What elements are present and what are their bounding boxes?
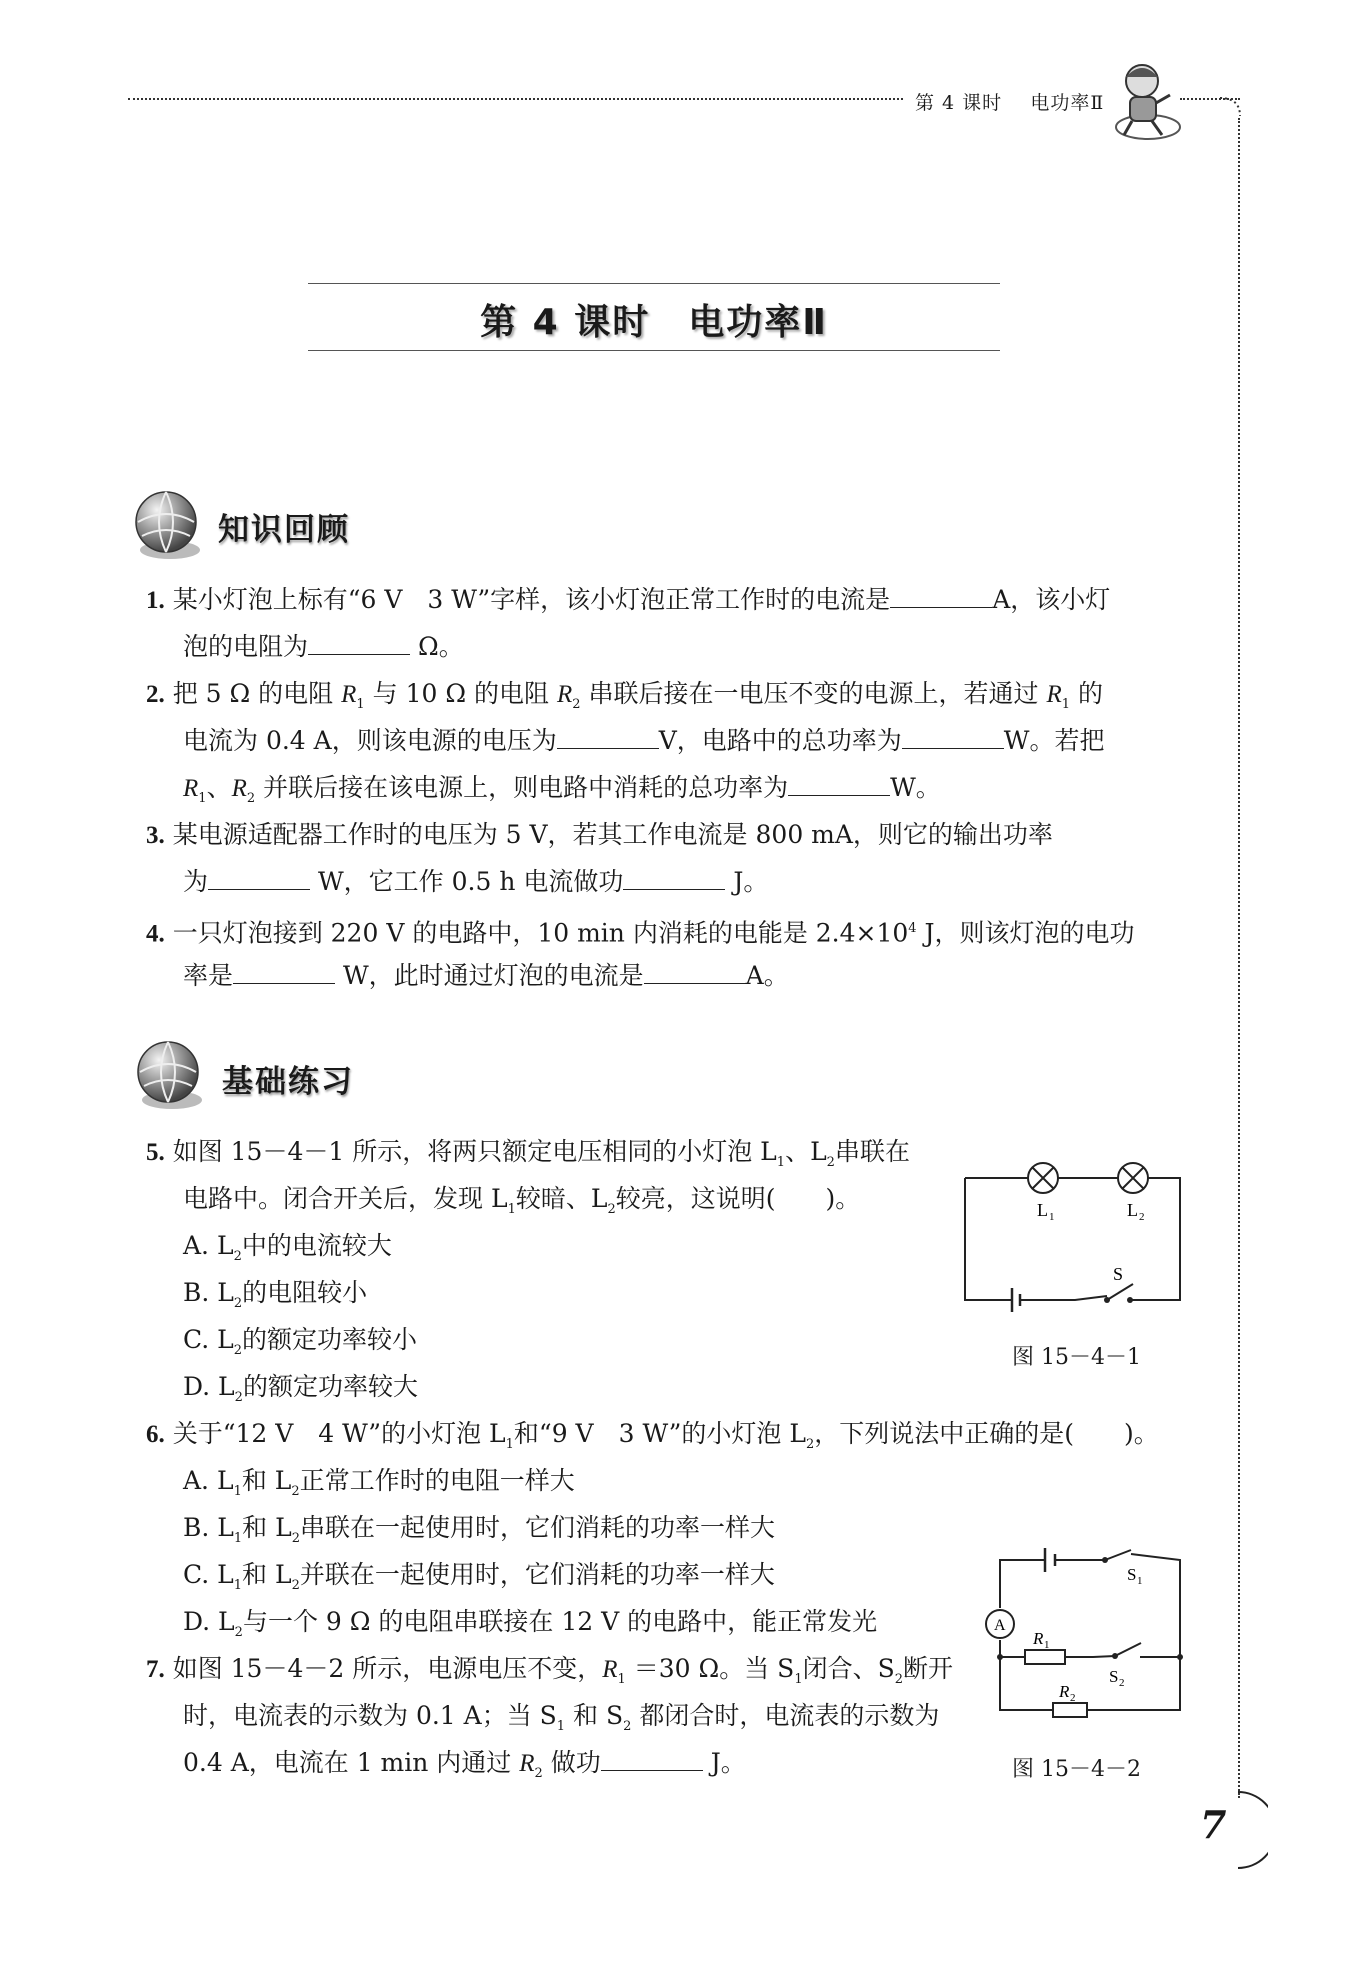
option-c[interactable]: C. $L_2$的额定功率较小: [183, 1325, 418, 1358]
figure-label-l1-sub: 1: [1049, 1211, 1055, 1223]
question-4-line-1: 4. 一只灯泡接到 220 V 的电路中，10 min 内消耗的电能是 $2.4\times 10^4$ J，则该灯泡的电功: [146, 918, 1135, 948]
answer-blank[interactable]: [644, 961, 746, 984]
option-c[interactable]: C. $L_1$和 $L_2$并联在一起使用时，它们消耗的功率一样大: [183, 1560, 775, 1593]
mascot-icon: [1104, 55, 1184, 145]
question-1-line-2: 泡的电阻为 Ω。: [183, 632, 464, 661]
figure-label-r1-sub: 1: [1044, 1639, 1050, 1651]
question-6-line-1: 6. 关于“12 V 4 W”的小灯泡 $L_1$和“9 V 3 W”的小灯泡 $L_2$，下列说法中正确的是( )。: [146, 1419, 1159, 1452]
figure-label-l2-sub: 2: [1139, 1211, 1145, 1223]
figure-caption-15-4-1: 图 15－4－1: [1012, 1345, 1141, 1370]
question-5-line-2: 电路中。闭合开关后，发现 $L_1$较暗、$L_2$较亮，这说明( )。: [183, 1184, 861, 1217]
answer-blank[interactable]: [557, 726, 659, 749]
figure-label-ammeter: A: [994, 1617, 1006, 1634]
figure-label-s2: S: [1109, 1667, 1119, 1686]
section-title-basic: 基础练习: [222, 1064, 354, 1100]
circuit-diagram-15-4-2: [975, 1540, 1195, 1730]
question-4-line-2: 率是 W，此时通过灯泡的电流是 A。: [183, 961, 789, 990]
option-a[interactable]: A. $L_2$中的电流较大: [183, 1231, 392, 1264]
question-number: 5.: [146, 1139, 165, 1166]
figure-label-s: S: [1113, 1264, 1124, 1284]
option-b[interactable]: B. $L_2$的电阻较小: [183, 1278, 368, 1311]
section-title-review: 知识回顾: [218, 512, 350, 548]
header-lesson-label: 第 4 课时: [915, 92, 1003, 114]
corner-curve: [1220, 96, 1244, 116]
question-number: 7.: [146, 1656, 165, 1683]
answer-blank[interactable]: [233, 961, 335, 984]
question-1-line-1: 1. 某小灯泡上标有“6 V 3 W”字样，该小灯泡正常工作时的电流是 A，该小灯: [146, 585, 1111, 614]
figure-label-r2-sub: 2: [1070, 1692, 1076, 1704]
question-5-line-1: 5. 如图 15－4－1 所示，将两只额定电压相同的小灯泡 $L_1$、$L_2$串联在: [146, 1137, 910, 1170]
answer-blank[interactable]: [890, 585, 992, 608]
question-7-line-3: 0.4 A，电流在 1 min 内通过 $R_2$ 做功 J。: [183, 1748, 746, 1781]
option-d[interactable]: D. $L_2$与一个 9 Ω 的电阻串联接在 12 V 的电路中，能正常发光: [183, 1607, 878, 1640]
circuit-diagram-15-4-1: [955, 1148, 1195, 1328]
question-3-line-2: 为 W，它工作 0.5 h 电流做功 J。: [183, 867, 769, 896]
figure-label-s1-sub: 1: [1137, 1575, 1143, 1587]
margin-dotted-rule: [1238, 118, 1240, 1798]
figure-label-s1: S: [1127, 1565, 1137, 1584]
option-b[interactable]: B. $L_1$和 $L_2$串联在一起使用时，它们消耗的功率一样大: [183, 1513, 776, 1546]
figure-label-r2: R: [1059, 1682, 1070, 1701]
lesson-title-box: [308, 283, 1000, 351]
question-number: 2.: [146, 681, 165, 708]
question-2-line-1: 2. 把 5 Ω 的电阻 $R_1$ 与 10 Ω 的电阻 $R_2$ 串联后接在一电压不变的电源上，若通过 $R_1$ 的: [146, 679, 1104, 712]
figure-label-r1: R: [1033, 1629, 1044, 1648]
page-title: 第 4 课时 电功率Ⅱ: [480, 302, 828, 343]
question-number: 6.: [146, 1421, 165, 1448]
question-2-line-3: $R_1$、$R_2$ 并联后接在该电源上，则电路中消耗的总功率为 W。: [183, 773, 941, 806]
globe-icon: [128, 486, 206, 564]
answer-blank[interactable]: [902, 726, 1004, 749]
answer-blank[interactable]: [308, 632, 410, 655]
question-number: 1.: [146, 587, 165, 614]
question-2-line-2: 电流为 0.4 A，则该电源的电压为 V，电路中的总功率为 W。若把: [183, 726, 1105, 755]
question-3-line-1: 3. 某电源适配器工作时的电压为 5 V，若其工作电流是 800 mA，则它的输出功率: [146, 820, 1053, 849]
header-dotted-rule: [128, 98, 903, 100]
page-number: 7: [1188, 1790, 1268, 1870]
answer-blank[interactable]: [208, 867, 310, 890]
figure-caption-15-4-2: 图 15－4－2: [1012, 1757, 1141, 1782]
answer-blank[interactable]: [601, 1748, 703, 1771]
globe-icon: [130, 1036, 208, 1114]
question-7-line-1: 7. 如图 15－4－2 所示，电源电压不变，$R_1 =30$ Ω。当 $S_1$闭合、$S_2$断开: [146, 1654, 954, 1687]
option-d[interactable]: D. $L_2$的额定功率较大: [183, 1372, 418, 1405]
question-number: 3.: [146, 822, 165, 849]
question-number: 4.: [146, 920, 165, 948]
answer-blank[interactable]: [623, 867, 725, 890]
option-a[interactable]: A. $L_1$和 $L_2$正常工作时的电阻一样大: [183, 1466, 575, 1499]
question-7-line-2: 时，电流表的示数为 0.1 A；当 $S_1$ 和 $S_2$ 都闭合时，电流表的示数为: [183, 1701, 940, 1734]
header-lesson-title: 电功率Ⅱ: [1030, 92, 1105, 114]
figure-label-l2: L: [1127, 1200, 1138, 1220]
figure-label-s2-sub: 2: [1119, 1677, 1125, 1689]
running-header: [915, 88, 1104, 115]
figure-label-l1: L: [1037, 1200, 1048, 1220]
answer-blank[interactable]: [788, 773, 890, 796]
